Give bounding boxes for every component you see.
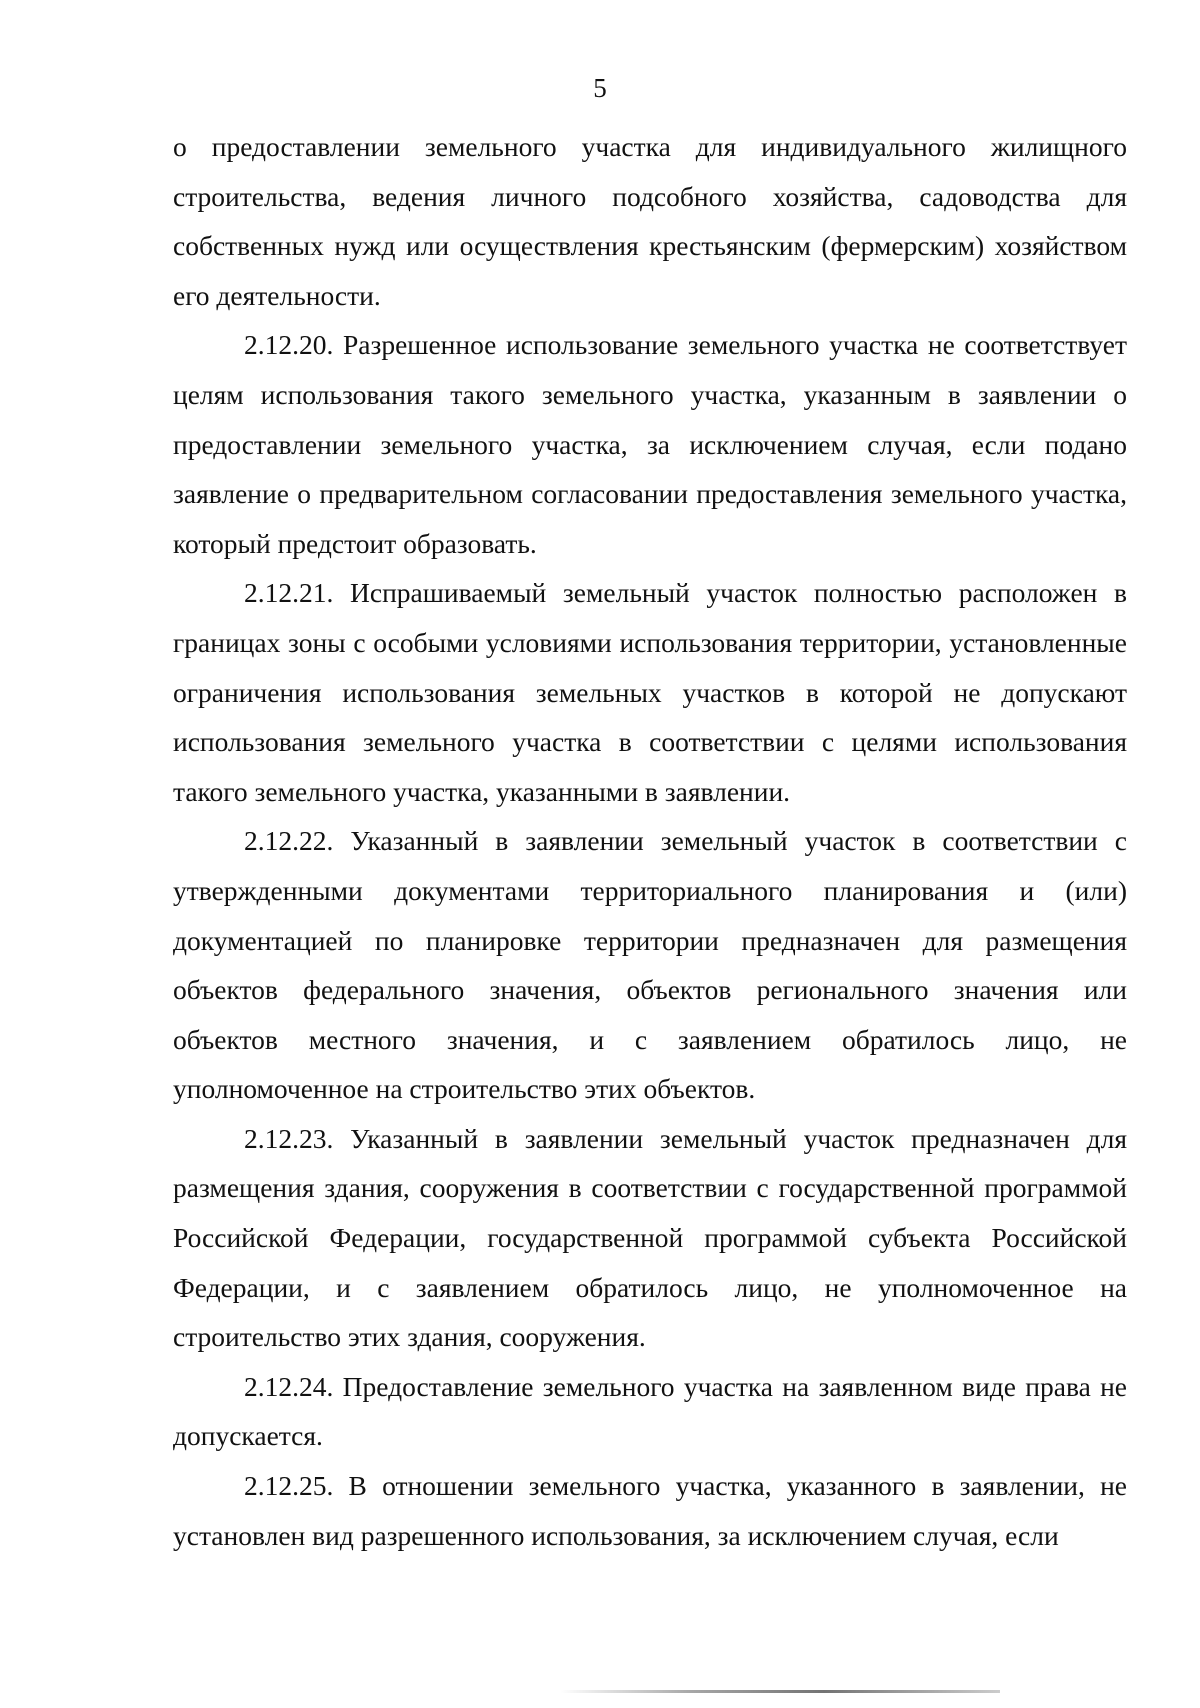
document-body	[173, 122, 1127, 1560]
paragraph-2-12-23: 2.12.23. Указанный в заявлении земельный участок предназначен для размещения здания, сооружения в соответствии с государственной программой Российской Федерации, государственной программой субъекта Российской Федерации, и с заявлением обратилось лицо, не уполномоченное на строительство этих здания, сооружения.	[173, 1122, 1127, 1353]
paragraph-continuation: о предоставлении земельного участка для индивидуального жилищного строительства, ведения личного подсобного хозяйства, садоводства для собственных нужд или осуществления крестьянским (фермерским) хозяйством его деятельности.	[173, 131, 1127, 311]
paragraph-2-12-21: 2.12.21. Испрашиваемый земельный участок полностью расположен в границах зоны с особыми условиями использования территории, установленные ограничения использования земельных участков в которой не допускают использования земельного участка в соответствии с целями использования такого земельного участка, указанными в заявлении.	[173, 577, 1127, 807]
paragraph-2-12-24: 2.12.24. Предоставление земельного участка на заявленном виде права не допускается.	[173, 1370, 1127, 1452]
page-number: 5	[593, 73, 607, 103]
paragraph-2-12-22: 2.12.22. Указанный в заявлении земельный участок в соответствии с утвержденными документами территориального планирования и (или) документацией по планировке территории предназначен для размещения объектов федерального значения, объектов регионального значения или объектов местного значения, и с заявлением обратилось лицо, не уполномоченное на строительство этих объектов.	[173, 825, 1127, 1105]
paragraph-2-12-25: 2.12.25. В отношении земельного участка, указанного в заявлении, не установлен вид разрешенного использования, за исключением случая, если	[173, 1470, 1127, 1551]
scan-artifact-line	[560, 1690, 1000, 1693]
paragraph-2-12-20: 2.12.20. Разрешенное использование земельного участка не соответствует целям использования такого земельного участка, указанным в заявлении о предоставлении земельного участка, за исключением случая, если подано заявление о предварительном согласовании предоставления земельного участка, который предстоит образовать.	[173, 329, 1127, 559]
